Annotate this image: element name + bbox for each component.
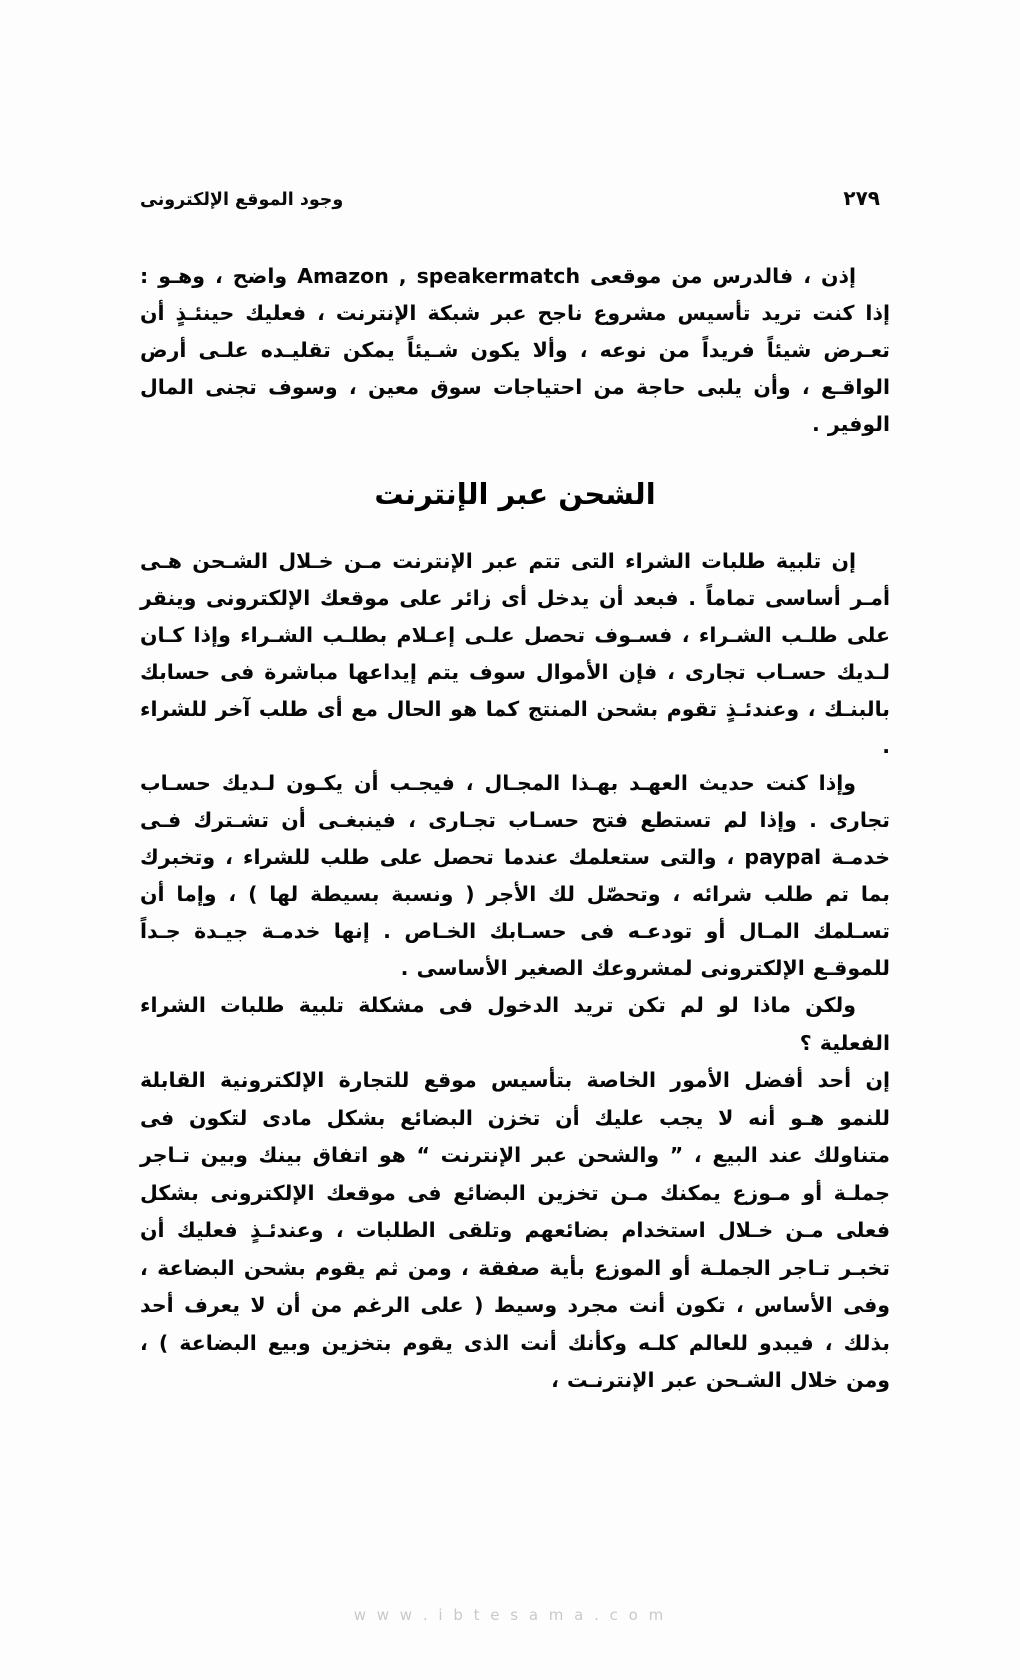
page-number: ٢٧٩ <box>843 186 880 210</box>
chapter-title: وجود الموقع الإلكترونى <box>140 190 344 210</box>
paragraph-4: ولكن ماذا لو لم تكن تريد الدخول فى مشكلة تلبية طلبات الشراء الفعلية ؟ <box>140 993 890 1055</box>
section-heading: الشحن عبر الإنترنت <box>374 477 656 511</box>
paragraph-5: إن أحد أفضل الأمور الخاصة بتأسيس موقع للتجارة الإلكترونية القابلة للنمو هـو أنه لا يجب عليك أن تخزن البضائع بشكل مادى لتكون فى متناولك عند البيع ، ” والشحن عبر الإنترنت “ هو اتفاق بينك وبين تـاجر جملـة أو مـوزع يمكنك مـن تخزين البضائع فى موقعك الإلكترونى بشكل فعلى مـن خـلال استخدام بضائعهم وتلقى الطلبات ، وعندئـذٍ فعليك أن تخبـر تـاجر الجملـة أو الموزع بأية صفقة ، ومن ثم يقوم بشحن البضاعة ، وفى الأساس ، تكون أنت مجرد وسيط ( على الرغم من أن لا يعرف أحد بذلك ، فيبدو للعالم كلـه وكأنك أنت الذى يقوم بتخزين وبيع البضاعة ) ، ومن خلال الشـحن عبر الإنترنـت ، <box>140 1068 890 1392</box>
running-head <box>140 186 880 220</box>
spacer-before-heading <box>140 443 890 473</box>
body-text-column <box>140 258 890 1400</box>
paragraph-1: إذن ، فالدرس من موقعى Amazon , speakermatch واضح ، وهـو : إذا كنت تريد تأسيس مشروع ناجح عبر شبكة الإنترنت ، فعليك حينئـذٍ أن تعـرض شيئاً فريداً من نوعه ، وألا يكون شـيئاً يمكن تقليـده علـى أرض الواقـع ، وأن يلبى حاجة من احتياجات سوق معين ، وسوف تجنى المال الوفير . <box>140 264 890 436</box>
paragraph-2: إن تلبية طلبات الشراء التى تتم عبر الإنترنت مـن خـلال الشـحن هـى أمـر أساسى تماماً . فبعد أن يدخل أى زائر على موقعك الإلكترونى وينقر على طلـب الشـراء ، فسـوف تحصل علـى إعـلام بطلـب الشـراء وإذا كـان لـديك حسـاب تجارى ، فإن الأموال سوف يتم إيداعها مباشرة فى حسابك بالبنـك ، وعندئـذٍ تقوم بشحن المنتج كما هو الحال مع أى طلب آخر للشراء . <box>140 549 890 758</box>
spacer-after-heading <box>140 515 890 543</box>
site-watermark: w w w . i b t e s a m a . c o m <box>353 1606 667 1624</box>
paragraph-3: وإذا كنت حديث العهـد بهـذا المجـال ، فيجـب أن يكـون لـديك حسـاب تجارى . وإذا لم تستطع فتح حسـاب تجـارى ، فينبغـى أن تشـترك فـى خدمـة paypal ، والتى ستعلمك عندما تحصل على طلب للشراء ، وتخبرك بما تم طلب شرائه ، وتحصّل لك الأجر ( ونسبة بسيطة لها ) ، وإما أن تسـلمك المـال أو تودعـه فى حسـابك الخـاص . إنها خدمـة جيـدة جـداً للموقـع الإلكترونى لمشروعك الصغير الأساسى . <box>140 771 890 980</box>
